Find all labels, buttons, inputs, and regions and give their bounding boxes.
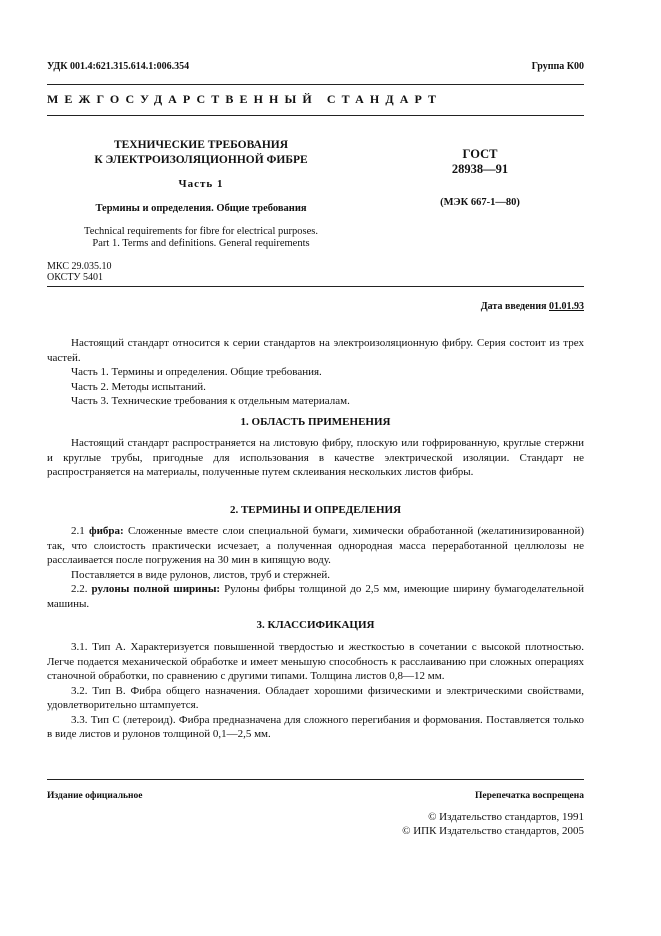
footer-rule — [47, 779, 584, 780]
english-title — [66, 226, 336, 250]
type-c-paragraph: 3.3. Тип С (летероид). Фибра предназначена для сложного перегибания и формования. Поставляется только в виде листов и рулонов толщиной 0,1—2,5 мм. — [47, 713, 584, 740]
group-code: Группа К00 — [531, 61, 584, 72]
top-rule — [47, 84, 584, 85]
title-line-2: К ЭЛЕКТРОИЗОЛЯЦИОННОЙ ФИБРЕ — [94, 154, 308, 166]
intro-paragraph: Настоящий стандарт относится к серии стандартов на электроизоляционную фибру. Серия состоит из трех частей. — [47, 337, 584, 364]
iec-reference: (МЭК 667-1—80) — [440, 197, 520, 208]
udk-code: УДК 001.4:621.315.614.1:006.354 — [47, 61, 190, 72]
english-title-line-1: Technical requirements for fibre for electrical purposes. — [84, 226, 318, 237]
reprint-notice: Перепечатка воспрещена — [474, 791, 584, 801]
type-a-paragraph: 3.1. Тип А. Характеризуется повышенной твердостью и жесткостью в сочетании с высокой плотностью. Легче подается механической обработке и имеет меньшую способность к расслаиванию при сложных операциях станочной обработки, по сравнению с другими типами. Толщина листов 0,8—12 мм. — [47, 641, 584, 682]
gost-label: ГОСТ — [462, 147, 498, 161]
part-label: Часть 1 — [178, 178, 224, 190]
intro-part-1: Часть 1. Термины и определения. Общие требования. — [71, 366, 322, 378]
codes-rule — [47, 286, 584, 287]
banner-rule — [47, 115, 584, 116]
section-2-text — [47, 524, 584, 611]
intro-part-2: Часть 2. Методы испытаний. — [71, 380, 206, 393]
english-title-line-2: Part 1. Terms and definitions. General requirements — [92, 238, 310, 249]
definition-rolls-text: Рулоны фибры толщиной до 2,5 мм, имеющие ширину бумагоделательной машины. — [47, 583, 584, 610]
definition-fibre — [47, 524, 584, 568]
definition-rolls-number: 2.2. — [71, 583, 92, 595]
document-title — [66, 138, 336, 168]
document-subtitle: Термины и определения. Общие требования — [95, 203, 307, 214]
section-2-heading: 2. ТЕРМИНЫ И ОПРЕДЕЛЕНИЯ — [229, 504, 402, 516]
okstu-code: ОКСТУ 5401 — [47, 272, 104, 283]
introduction-date — [481, 301, 584, 312]
definition-fibre-number: 2.1 — [71, 525, 89, 537]
type-b-paragraph: 3.2. Тип В. Фибра общего назначения. Обладает хорошими физическими и электрическими свойствами, удовлетворительно штампуется. — [47, 684, 584, 711]
gost-designation — [420, 147, 540, 177]
section-1-text — [47, 436, 584, 480]
title-line-1: ТЕХНИЧЕСКИЕ ТРЕБОВАНИЯ — [113, 139, 289, 151]
definition-rolls-term: рулоны полной ширины: — [91, 583, 221, 595]
section-1-heading: 1. ОБЛАСТЬ ПРИМЕНЕНИЯ — [240, 416, 391, 428]
section-2-supply: Поставляется в виде рулонов, листов, труб и стержней. — [71, 568, 331, 581]
standard-banner: МЕЖГОСУДАРСТВЕННЫЙ СТАНДАРТ — [47, 92, 443, 106]
definition-fibre-text: Сложенные вместе слои специальной бумаги, химически обработанной (желатинизированной) так, что слоистость практически исчезает, а полученная однородная масса переработанной целлюлозы не расслаивается после погружения на 30 мин в кипящую воду. — [47, 525, 585, 566]
definition-fibre-term: фибра: — [88, 525, 124, 537]
classification-codes — [47, 261, 111, 283]
mks-code: МКС 29.035.10 — [47, 261, 112, 272]
copyright-line-2: © ИПК Издательство стандартов, 2005 — [402, 825, 584, 837]
copyright-line-1: © Издательство стандартов, 1991 — [428, 811, 584, 823]
intro-text — [47, 336, 584, 409]
section-3-heading: 3. КЛАССИФИКАЦИЯ — [256, 619, 375, 631]
section-3-text — [47, 640, 584, 742]
intro-part-3: Часть 3. Технические требования к отдельным материалам. — [71, 395, 350, 407]
official-edition: Издание официальное — [47, 791, 143, 801]
definition-full-width-rolls — [47, 582, 584, 611]
gost-number: 28938—91 — [451, 162, 509, 176]
copyright-block — [402, 810, 584, 838]
introduction-date-label: Дата введения — [480, 301, 549, 312]
section-1-paragraph: Настоящий стандарт распространяется на листовую фибру, плоскую или гофрированную, круглые стержни и круглые трубы, пригодные для использования в качестве электрической изоляции. Стандарт не распространяется на материалы, полученные путем склеивания нескольких листов фибры. — [47, 437, 584, 478]
introduction-date-value: 01.01.93 — [549, 301, 584, 312]
